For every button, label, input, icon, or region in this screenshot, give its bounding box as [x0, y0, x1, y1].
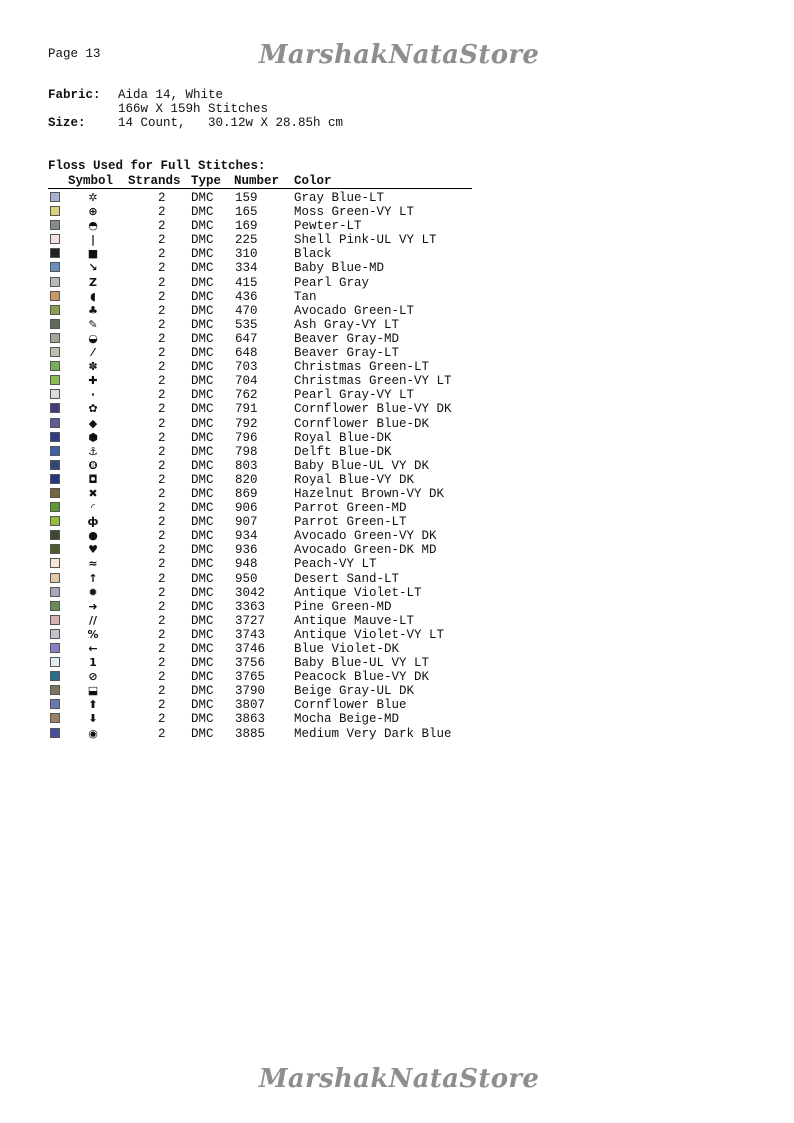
type-cell: DMC — [191, 388, 214, 403]
color-swatch — [50, 248, 60, 258]
brand-watermark-top: MarshakNataStore — [258, 40, 540, 70]
number-cell: 3042 — [235, 585, 266, 600]
color-name-cell: Avocado Green-VY DK — [294, 529, 437, 544]
color-name-cell: Hazelnut Brown-VY DK — [294, 486, 445, 501]
number-cell: 3743 — [235, 627, 266, 642]
table-row — [48, 431, 472, 445]
color-name-cell: Peacock Blue-VY DK — [294, 670, 430, 685]
stitch-symbol-icon: | — [90, 233, 96, 247]
strands-cell: 2 — [158, 191, 166, 205]
table-row — [48, 586, 472, 600]
section-title: Floss Used for Full Stitches: — [48, 159, 266, 173]
type-cell: DMC — [191, 642, 214, 656]
type-cell: DMC — [191, 515, 214, 530]
table-row — [48, 247, 472, 261]
color-swatch — [50, 220, 60, 230]
color-name-cell: Black — [294, 247, 332, 262]
color-name-cell: Cornflower Blue-DK — [294, 416, 430, 431]
color-name-cell: Peach-VY LT — [294, 557, 377, 572]
number-cell: 310 — [235, 247, 258, 262]
type-cell: DMC — [191, 402, 214, 417]
number-cell: 934 — [235, 529, 258, 544]
number-cell: 704 — [235, 374, 258, 389]
header-strands: Strands — [128, 174, 181, 188]
color-name-cell: Avocado Green-DK MD — [294, 543, 437, 558]
stitch-symbol-icon: ❽ — [88, 458, 98, 472]
strands-cell: 2 — [158, 205, 166, 220]
color-name-cell: Antique Violet-LT — [294, 585, 422, 600]
strands-cell: 2 — [158, 346, 166, 361]
color-name-cell: Beaver Gray-LT — [294, 346, 400, 361]
stitch-symbol-icon: ✽ — [88, 360, 98, 374]
stitch-symbol-icon: ◉ — [88, 726, 98, 740]
number-cell: 415 — [235, 275, 258, 290]
color-swatch — [50, 474, 60, 484]
color-name-cell: Gray Blue-LT — [294, 191, 385, 205]
type-cell: DMC — [191, 317, 214, 332]
color-name-cell: Shell Pink-UL VY LT — [294, 233, 437, 248]
color-swatch — [50, 333, 60, 343]
stitch-symbol-icon: ← — [88, 642, 98, 655]
table-row — [48, 543, 472, 557]
color-name-cell: Parrot Green-MD — [294, 501, 407, 516]
stitch-symbol-icon: ◘ — [88, 472, 98, 486]
type-cell: DMC — [191, 247, 214, 262]
color-name-cell: Royal Blue-VY DK — [294, 472, 415, 487]
color-swatch — [50, 389, 60, 399]
strands-cell: 2 — [158, 219, 166, 234]
table-row — [48, 304, 472, 318]
table-row — [48, 276, 472, 290]
number-cell: 3790 — [235, 684, 266, 699]
stitch-symbol-icon: ф — [87, 515, 99, 529]
stitches-line — [48, 102, 268, 116]
type-cell: DMC — [191, 303, 214, 318]
type-cell: DMC — [191, 416, 214, 431]
color-name-cell: Pearl Gray-VY LT — [294, 388, 415, 403]
table-row — [48, 487, 472, 501]
strands-cell: 2 — [158, 374, 166, 389]
table-row — [48, 219, 472, 233]
color-swatch — [50, 305, 60, 315]
header-color: Color — [294, 174, 332, 188]
color-name-cell: Pewter-LT — [294, 219, 362, 234]
stitch-symbol-icon: ◜ — [90, 501, 96, 515]
stitch-symbol-icon: ✲ — [88, 191, 98, 204]
color-swatch — [50, 699, 60, 709]
color-swatch — [50, 544, 60, 554]
color-name-cell: Pearl Gray — [294, 275, 370, 290]
number-cell: 3863 — [235, 712, 266, 727]
strands-cell: 2 — [158, 501, 166, 516]
color-swatch — [50, 643, 60, 653]
color-swatch — [50, 291, 60, 301]
strands-cell: 2 — [158, 416, 166, 431]
number-cell: 762 — [235, 388, 258, 403]
table-row — [48, 346, 472, 360]
stitches-value: 166w X 159h Stitches — [118, 102, 269, 116]
number-cell: 796 — [235, 430, 258, 445]
color-name-cell: Antique Mauve-LT — [294, 613, 415, 628]
color-name-cell: Tan — [294, 289, 317, 304]
stitch-symbol-icon: · — [90, 388, 96, 402]
strands-cell: 2 — [158, 599, 166, 614]
number-cell: 948 — [235, 557, 258, 572]
type-cell: DMC — [191, 275, 214, 290]
type-cell: DMC — [191, 698, 214, 713]
color-swatch — [50, 728, 60, 738]
number-cell: 703 — [235, 360, 258, 375]
fabric-label: Fabric: — [48, 88, 101, 102]
strands-cell: 2 — [158, 289, 166, 304]
color-swatch — [50, 629, 60, 639]
table-row — [48, 727, 472, 741]
color-swatch — [50, 657, 60, 667]
stitch-symbol-icon: // — [88, 613, 98, 627]
table-row — [48, 233, 472, 247]
strands-cell: 2 — [158, 613, 166, 628]
color-name-cell: Baby Blue-MD — [294, 261, 385, 276]
fabric-line — [48, 88, 223, 102]
type-cell: DMC — [191, 726, 214, 741]
strands-cell: 2 — [158, 247, 166, 262]
size-label: Size: — [48, 116, 86, 130]
table-row — [48, 318, 472, 332]
size-line — [48, 116, 343, 130]
stitch-symbol-icon: % — [87, 627, 99, 641]
number-cell: 165 — [235, 205, 258, 220]
table-row — [48, 529, 472, 543]
strands-cell: 2 — [158, 360, 166, 375]
table-row — [48, 290, 472, 304]
stitch-symbol-icon: ⊘ — [88, 670, 98, 684]
color-swatch — [50, 713, 60, 723]
strands-cell: 2 — [158, 388, 166, 403]
number-cell: 803 — [235, 458, 258, 473]
color-swatch — [50, 418, 60, 428]
strands-cell: 2 — [158, 233, 166, 248]
table-row — [48, 261, 472, 275]
color-swatch — [50, 277, 60, 287]
table-row — [48, 501, 472, 515]
number-cell: 647 — [235, 331, 258, 346]
type-cell: DMC — [191, 430, 214, 445]
number-cell: 3746 — [235, 642, 266, 656]
type-cell: DMC — [191, 656, 214, 671]
color-swatch — [50, 502, 60, 512]
table-row — [48, 445, 472, 459]
strands-cell: 2 — [158, 458, 166, 473]
stitch-symbol-icon: ◖ — [90, 289, 96, 303]
table-row — [48, 515, 472, 529]
number-cell: 3885 — [235, 726, 266, 741]
strands-cell: 2 — [158, 317, 166, 332]
table-row — [48, 684, 472, 698]
strands-cell: 2 — [158, 670, 166, 685]
table-row — [48, 332, 472, 346]
stitch-symbol-icon: ⬇ — [88, 712, 98, 726]
stitch-symbol-icon: ● — [88, 529, 98, 543]
color-swatch — [50, 685, 60, 695]
stitch-symbol-icon: ◓ — [88, 219, 98, 233]
color-swatch — [50, 615, 60, 625]
type-cell: DMC — [191, 219, 214, 234]
stitch-symbol-icon: ↘ — [88, 261, 98, 275]
number-cell: 225 — [235, 233, 258, 248]
brand-watermark-bottom: MarshakNataStore — [258, 1064, 540, 1094]
stitch-symbol-icon: ⬢ — [88, 430, 98, 444]
color-swatch — [50, 192, 60, 202]
type-cell: DMC — [191, 374, 214, 389]
table-body — [48, 191, 472, 741]
table-row — [48, 642, 472, 656]
color-swatch — [50, 530, 60, 540]
type-cell: DMC — [191, 543, 214, 558]
table-row — [48, 670, 472, 684]
color-swatch — [50, 488, 60, 498]
type-cell: DMC — [191, 712, 214, 727]
color-swatch — [50, 446, 60, 456]
color-name-cell: Pine Green-MD — [294, 599, 392, 614]
type-cell: DMC — [191, 486, 214, 501]
color-name-cell: Baby Blue-UL VY DK — [294, 458, 430, 473]
color-swatch — [50, 375, 60, 385]
color-swatch — [50, 403, 60, 413]
number-cell: 470 — [235, 303, 258, 318]
stitch-symbol-icon: 1 — [89, 656, 97, 670]
number-cell: 869 — [235, 486, 258, 501]
type-cell: DMC — [191, 360, 214, 375]
header-number: Number — [234, 174, 280, 188]
strands-cell: 2 — [158, 698, 166, 713]
number-cell: 950 — [235, 571, 258, 586]
color-name-cell: Christmas Green-LT — [294, 360, 430, 375]
strands-cell: 2 — [158, 331, 166, 346]
number-cell: 159 — [235, 191, 258, 205]
stitch-symbol-icon: ✖ — [88, 486, 98, 500]
type-cell: DMC — [191, 205, 214, 220]
stitch-symbol-icon: ≈ — [88, 557, 98, 571]
page-number: Page 13 — [48, 47, 101, 61]
header-type: Type — [191, 174, 222, 188]
type-cell: DMC — [191, 191, 214, 205]
color-name-cell: Ash Gray-VY LT — [294, 317, 400, 332]
strands-cell: 2 — [158, 444, 166, 459]
color-swatch — [50, 573, 60, 583]
type-cell: DMC — [191, 684, 214, 699]
strands-cell: 2 — [158, 486, 166, 501]
number-cell: 436 — [235, 289, 258, 304]
number-cell: 791 — [235, 402, 258, 417]
color-name-cell: Antique Violet-VY LT — [294, 627, 445, 642]
stitch-symbol-icon: ♣ — [88, 303, 98, 317]
table-row — [48, 459, 472, 473]
stitch-symbol-icon: Z — [89, 275, 97, 289]
type-cell: DMC — [191, 585, 214, 600]
strands-cell: 2 — [158, 543, 166, 558]
number-cell: 535 — [235, 317, 258, 332]
table-row — [48, 360, 472, 374]
color-swatch — [50, 347, 60, 357]
color-swatch — [50, 671, 60, 681]
strands-cell: 2 — [158, 402, 166, 417]
header-symbol: Symbol — [68, 174, 114, 188]
size-value: 14 Count, 30.12w X 28.85h cm — [118, 116, 344, 130]
stitch-symbol-icon: ✎ — [88, 317, 98, 331]
color-name-cell: Blue Violet-DK — [294, 642, 400, 656]
stitch-symbol-icon: ✿ — [88, 402, 98, 416]
table-row — [48, 698, 472, 712]
color-name-cell: Desert Sand-LT — [294, 571, 400, 586]
stitch-symbol-icon: ➜ — [88, 599, 98, 613]
color-name-cell: Mocha Beige-MD — [294, 712, 400, 727]
number-cell: 907 — [235, 515, 258, 530]
table-header — [48, 174, 472, 189]
table-row — [48, 374, 472, 388]
color-name-cell: Royal Blue-DK — [294, 430, 392, 445]
color-name-cell: Delft Blue-DK — [294, 444, 392, 459]
type-cell: DMC — [191, 233, 214, 248]
strands-cell: 2 — [158, 515, 166, 530]
strands-cell: 2 — [158, 275, 166, 290]
number-cell: 3807 — [235, 698, 266, 713]
stitch-symbol-icon: ◆ — [88, 416, 98, 430]
color-name-cell: Parrot Green-LT — [294, 515, 407, 530]
table-row — [48, 712, 472, 726]
table-row — [48, 417, 472, 431]
stitch-symbol-icon: ⊕ — [88, 205, 98, 219]
floss-table — [48, 174, 472, 741]
number-cell: 3727 — [235, 613, 266, 628]
strands-cell: 2 — [158, 261, 166, 276]
strands-cell: 2 — [158, 684, 166, 699]
table-row — [48, 656, 472, 670]
strands-cell: 2 — [158, 529, 166, 544]
color-name-cell: Baby Blue-UL VY LT — [294, 656, 430, 671]
strands-cell: 2 — [158, 472, 166, 487]
number-cell: 3756 — [235, 656, 266, 671]
color-name-cell: Cornflower Blue — [294, 698, 407, 713]
type-cell: DMC — [191, 670, 214, 685]
strands-cell: 2 — [158, 430, 166, 445]
table-row — [48, 191, 472, 205]
strands-cell: 2 — [158, 571, 166, 586]
strands-cell: 2 — [158, 585, 166, 600]
stitch-symbol-icon: ✚ — [88, 374, 98, 388]
color-swatch — [50, 206, 60, 216]
number-cell: 792 — [235, 416, 258, 431]
stitch-symbol-icon: ■ — [87, 247, 99, 261]
table-row — [48, 557, 472, 571]
color-name-cell: Beaver Gray-MD — [294, 331, 400, 346]
strands-cell: 2 — [158, 303, 166, 318]
stitch-symbol-icon: ⁄ — [92, 346, 94, 360]
number-cell: 820 — [235, 472, 258, 487]
type-cell: DMC — [191, 331, 214, 346]
table-row — [48, 614, 472, 628]
color-name-cell: Moss Green-VY LT — [294, 205, 415, 220]
color-swatch — [50, 262, 60, 272]
color-name-cell: Christmas Green-VY LT — [294, 374, 452, 389]
number-cell: 798 — [235, 444, 258, 459]
color-swatch — [50, 319, 60, 329]
number-cell: 3363 — [235, 599, 266, 614]
stitch-symbol-icon: ↑ — [88, 571, 98, 585]
stitch-symbol-icon: ♥ — [88, 543, 98, 557]
color-name-cell: Medium Very Dark Blue — [294, 726, 452, 741]
table-row — [48, 388, 472, 402]
table-row — [48, 473, 472, 487]
number-cell: 169 — [235, 219, 258, 234]
type-cell: DMC — [191, 571, 214, 586]
table-row — [48, 600, 472, 614]
fabric-value: Aida 14, White — [118, 88, 224, 102]
strands-cell: 2 — [158, 557, 166, 572]
table-row — [48, 572, 472, 586]
strands-cell: 2 — [158, 726, 166, 741]
type-cell: DMC — [191, 458, 214, 473]
stitch-symbol-icon: ⚓ — [88, 444, 98, 458]
strands-cell: 2 — [158, 642, 166, 656]
stitch-symbol-icon: ◒ — [88, 331, 98, 345]
color-swatch — [50, 361, 60, 371]
stitch-symbol-icon: ⬆ — [88, 698, 98, 712]
strands-cell: 2 — [158, 656, 166, 671]
type-cell: DMC — [191, 599, 214, 614]
color-swatch — [50, 601, 60, 611]
type-cell: DMC — [191, 529, 214, 544]
color-name-cell: Avocado Green-LT — [294, 303, 415, 318]
type-cell: DMC — [191, 472, 214, 487]
type-cell: DMC — [191, 557, 214, 572]
strands-cell: 2 — [158, 627, 166, 642]
table-row — [48, 402, 472, 416]
color-swatch — [50, 587, 60, 597]
stitch-symbol-icon: ✹ — [88, 585, 98, 599]
color-swatch — [50, 558, 60, 568]
color-swatch — [50, 516, 60, 526]
type-cell: DMC — [191, 613, 214, 628]
strands-cell: 2 — [158, 712, 166, 727]
type-cell: DMC — [191, 346, 214, 361]
color-swatch — [50, 460, 60, 470]
color-name-cell: Cornflower Blue-VY DK — [294, 402, 452, 417]
stitch-symbol-icon: ⬓ — [87, 684, 99, 698]
type-cell: DMC — [191, 261, 214, 276]
color-name-cell: Beige Gray-UL DK — [294, 684, 415, 699]
table-row — [48, 205, 472, 219]
color-swatch — [50, 234, 60, 244]
table-row — [48, 628, 472, 642]
number-cell: 3765 — [235, 670, 266, 685]
color-swatch — [50, 432, 60, 442]
type-cell: DMC — [191, 501, 214, 516]
type-cell: DMC — [191, 627, 214, 642]
number-cell: 906 — [235, 501, 258, 516]
number-cell: 648 — [235, 346, 258, 361]
type-cell: DMC — [191, 289, 214, 304]
number-cell: 936 — [235, 543, 258, 558]
type-cell: DMC — [191, 444, 214, 459]
number-cell: 334 — [235, 261, 258, 276]
